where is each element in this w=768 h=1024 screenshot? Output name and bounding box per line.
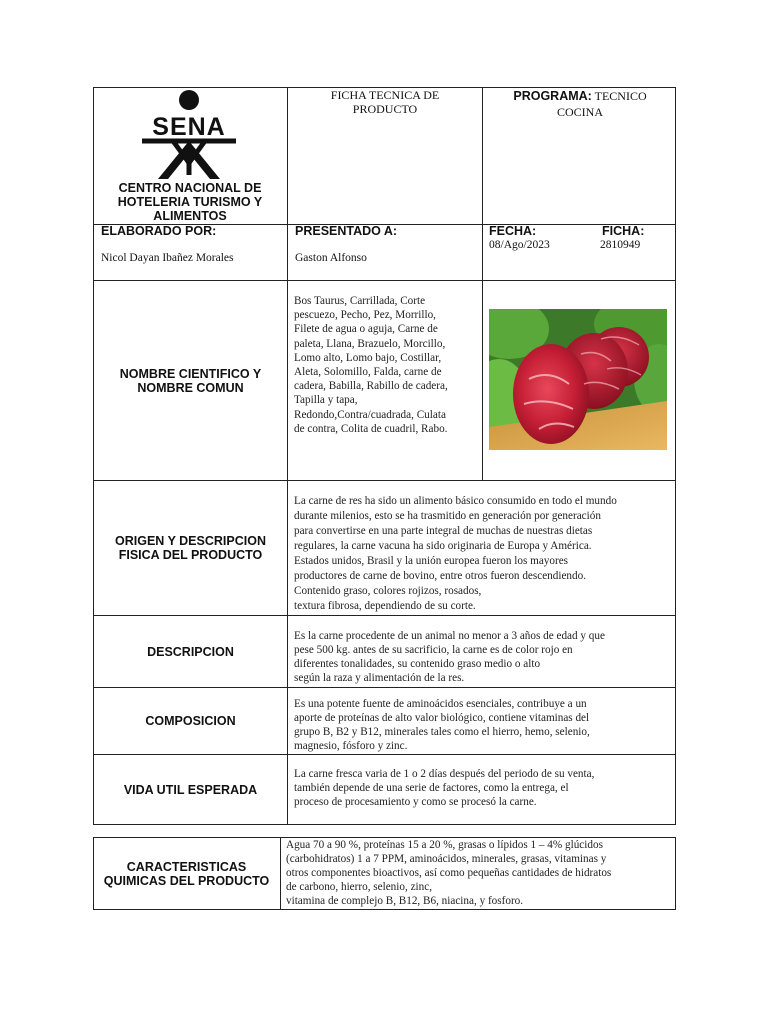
quimicas-text: Agua 70 a 90 %, proteínas 15 a 20 %, grasas o lípidos 1 – 4% glúcidos (carbohidratos) 1 a 7 PPM, aminoácidos, minerales, grasas, vitaminas y otros componentes bioactivos, así como pequeñas cantidades de hidratos de carbono, hierro, selenio, zinc, vitamina de complejo B, B12, B6, niacina, y fosforo. — [286, 839, 612, 907]
presentado-value: Gaston Alfonso — [295, 252, 367, 264]
logo-area — [138, 87, 240, 183]
nombre-label: NOMBRE CIENTIFICO Y NOMBRE COMUN — [119, 366, 262, 395]
table-border-bottom — [93, 824, 676, 825]
ficha-label: FICHA: — [602, 224, 645, 238]
elaborado-label: ELABORADO POR: — [101, 224, 217, 238]
fecha-label: FECHA: — [489, 224, 537, 238]
descripcion-text: Es la carne procedente de un animal no menor a 3 años de edad y que pese 500 kg. antes de su sacrificio, la carne es de color rojo en diferentes tonalidades, su contenido graso medio o alto según la raza y alimentación de la res. — [294, 630, 605, 684]
table-border-left — [93, 87, 94, 825]
table-border-right — [675, 87, 676, 825]
table-col-divider-lower — [287, 480, 288, 825]
ficha-value: 2810949 — [600, 239, 641, 251]
sena-logo — [138, 87, 240, 183]
program-label: PROGRAMA: — [513, 89, 592, 103]
descripcion-label: DESCRIPCION — [147, 644, 234, 659]
program-value: TECNICO COCINA — [556, 89, 647, 119]
nombre-text: Bos Taurus, Carrillada, Corte pescuezo, Pecho, Pez, Morrillo, Filete de agua o aguja, Carne de paleta, Llana, Brazuelo, Morcillo, Lomo alto, Lomo bajo, Costillar, Aleta, Solomillo, Falda, carne de cadera, Babilla, Rabillo de cadera, Tapilla y tapa, Redondo,Contra/cuadrada, Culata de contra, Colita de cuadril, Rabo. — [294, 295, 448, 435]
program-block — [500, 88, 660, 120]
vida-text: La carne fresca varia de 1 o 2 días después del periodo de su venta, también depende de una serie de factores, como la entrega, el proceso de procesamiento y como se procesó la carne. — [294, 768, 595, 808]
center-name: CENTRO NACIONAL DE HOTELERIA TURISMO Y ALIMENTOS — [117, 181, 263, 223]
table2-border-left — [93, 837, 94, 910]
fecha-value: 08/Ago/2023 — [489, 239, 550, 251]
table-col-divider-2 — [482, 87, 483, 480]
beef-photo — [489, 309, 667, 450]
table2-border-bottom — [93, 909, 676, 910]
elaborado-value: Nicol Dayan Ibañez Morales — [101, 252, 234, 264]
origen-label: ORIGEN Y DESCRIPCION FISICA DEL PRODUCTO — [115, 534, 266, 562]
table-col-divider-1 — [287, 87, 288, 480]
doc-title: FICHA TECNICA DE PRODUCTO — [330, 88, 440, 116]
quimicas-label: CARACTERISTICAS QUIMICAS DEL PRODUCTO — [103, 859, 270, 888]
logo-text: SENA — [152, 113, 226, 141]
presentado-label: PRESENTADO A: — [295, 224, 398, 238]
table2-border-right — [675, 837, 676, 910]
vida-label: VIDA UTIL ESPERADA — [123, 782, 258, 797]
composicion-label: COMPOSICION — [145, 714, 236, 728]
composicion-text: Es una potente fuente de aminoácidos esenciales, contribuye a un aporte de proteínas de alto valor biológico, contiene vitaminas del grupo B, B2 y B12, minerales tales como el hierro, hemo, selenio, magnesio, fósforo y zinc. — [294, 698, 590, 752]
table2-col-divider — [280, 837, 281, 910]
origen-text: La carne de res ha sido un alimento básico consumido en todo el mundo durante milenios, esto se ha trasmitido en generación por generación para convertirse en una parte integral de muchas de nuestras dietas regulares, la carne vacuna ha sido originaria de Europa y América. Estados unidos, Brasil y la unión europea fueron los mayores productores de carne de bovino, entre otros fueron descendiendo. Contenido graso, colores rojizos, rosados, textura fibrosa, dependiendo de su corte. — [294, 495, 617, 612]
